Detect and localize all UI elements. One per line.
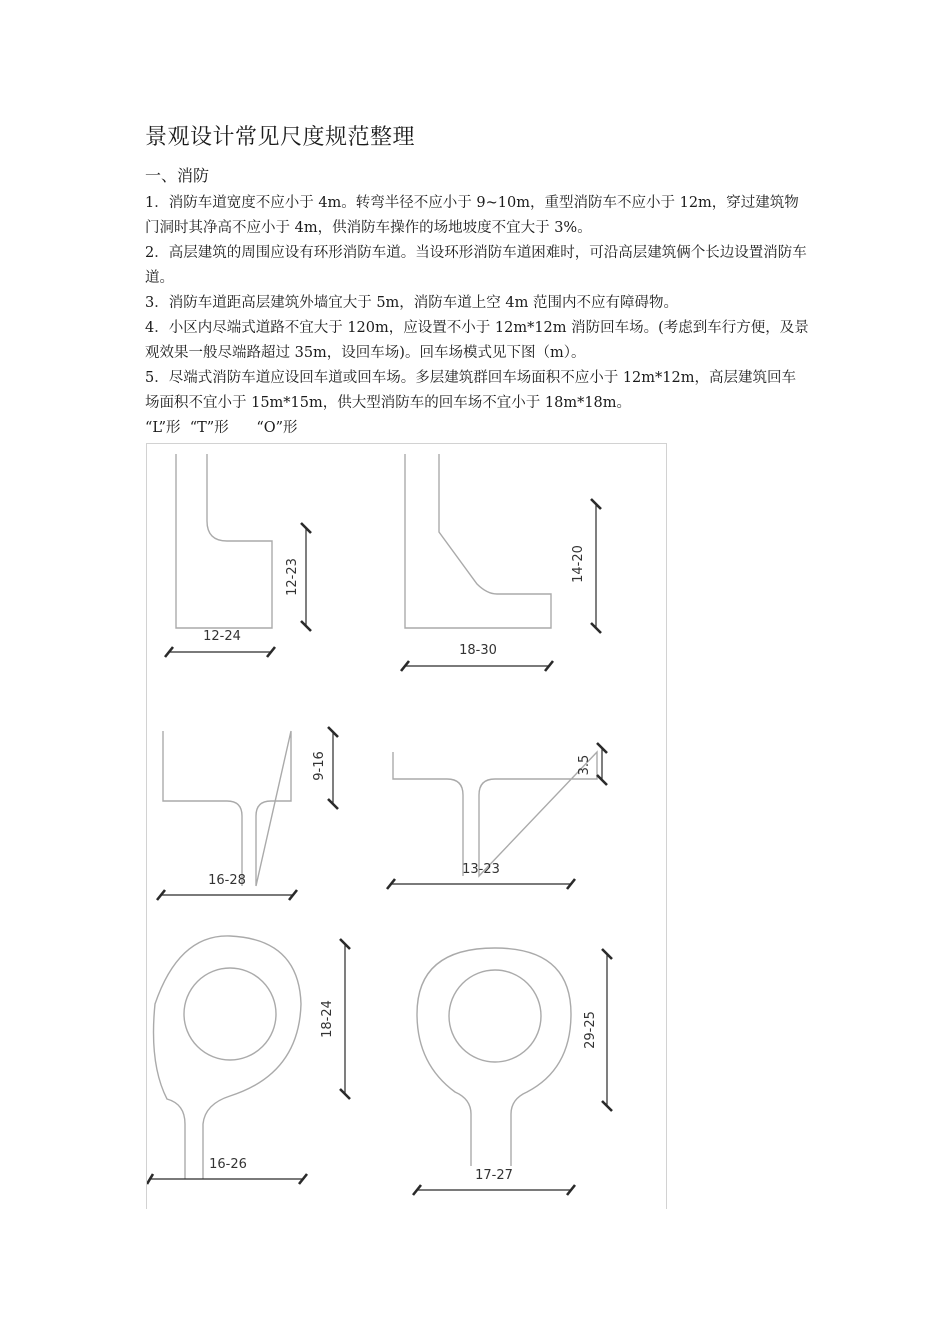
- l-shape-right: [405, 454, 551, 628]
- shapes-caption: “L”形 “T”形 “O”形: [145, 420, 298, 436]
- dim-o-right-height: 29-25: [583, 1011, 598, 1049]
- t-shape-left: [163, 731, 291, 886]
- t-shape-right: [393, 752, 597, 876]
- l-shape-left: [176, 454, 272, 628]
- turnaround-diagram: [146, 443, 667, 1209]
- dim-t-right-height: 3.5: [577, 754, 592, 776]
- paragraph-2: 2．高层建筑的周围应设有环形消防车道。当设环形消防车道困难时，可沿高层建筑俩个长边设置消防车道。: [145, 245, 807, 286]
- o-shape-left: [154, 936, 302, 1179]
- dim-o-left-width: 16-26: [209, 1157, 247, 1172]
- dim-l-right-height: 14-20: [571, 545, 586, 583]
- o-shape-left-inner: [184, 968, 276, 1060]
- dim-t-right-width: 13-23: [462, 862, 500, 877]
- paragraph-1: 1．消防车道宽度不应小于 4m。转弯半径不应小于 9~10m，重型消防车不应小于 12m，穿过建筑物门洞时其净高不应小于 4m，供消防车操作的场地坡度不宜大于 3%。: [145, 195, 799, 236]
- o-shape-right: [417, 948, 571, 1166]
- dim-l-left-width: 12-24: [203, 629, 241, 644]
- turnaround-diagram-svg: [147, 444, 666, 1209]
- dim-o-left-height: 18-24: [320, 1000, 335, 1038]
- paragraph-5: 5．尽端式消防车道应设回车道或回车场。多层建筑群回车场面积不应小于 12m*12m，高层建筑回车场面积不宜小于 15m*15m，供大型消防车的回车场不宜小于 18m*18m。: [145, 370, 796, 411]
- section-heading: 一、消防: [145, 166, 210, 185]
- page-title: 景观设计常见尺度规范整理: [145, 125, 416, 150]
- dim-l-right-width: 18-30: [459, 643, 497, 658]
- o-shape-right-inner: [449, 970, 541, 1062]
- dim-t-left-height: 9-16: [312, 751, 327, 781]
- paragraph-3: 3．消防车道距高层建筑外墙宜大于 5m，消防车道上空 4m 范围内不应有障碍物。: [145, 295, 678, 311]
- dim-o-right-width: 17-27: [475, 1168, 513, 1183]
- paragraph-4: 4．小区内尽端式道路不宜大于 120m，应设置不小于 12m*12m 消防回车场。(考虑到车行方便，及景观效果一般尽端路超过 35m，设回车场)。回车场模式见下图（m）。: [145, 320, 809, 361]
- dim-t-left-width: 16-28: [208, 873, 246, 888]
- dim-l-left-height: 12-23: [285, 558, 300, 596]
